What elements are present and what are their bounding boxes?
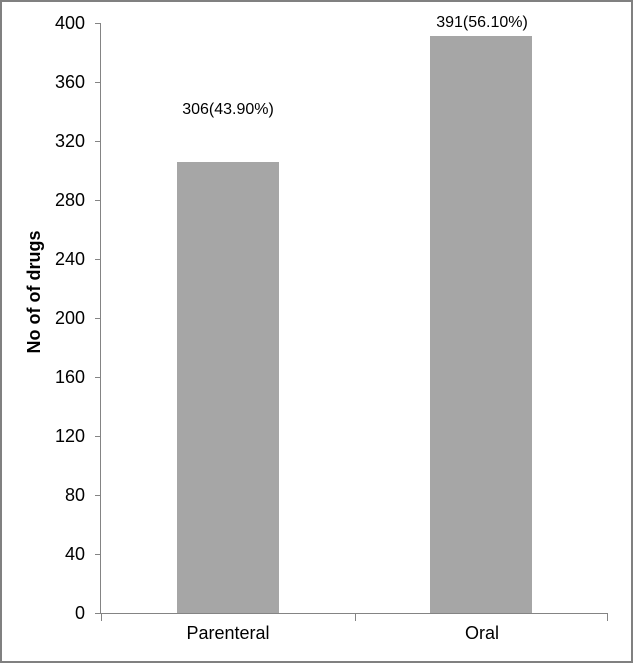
y-axis-tick-label: 120 xyxy=(54,426,85,446)
y-axis-tick xyxy=(95,495,101,496)
y-axis-tick-label: 280 xyxy=(54,190,85,210)
bar xyxy=(430,36,532,613)
y-axis-tick-label: 360 xyxy=(54,72,85,92)
plot-area xyxy=(54,13,608,643)
bar-data-label: 306(43.90%) xyxy=(182,101,274,118)
y-axis-tick-label: 160 xyxy=(54,367,85,387)
y-axis-tick xyxy=(95,259,101,260)
x-axis-tick xyxy=(101,613,102,621)
y-axis-tick-label: 240 xyxy=(54,249,85,269)
y-axis-tick-label: 320 xyxy=(54,131,85,151)
y-axis-tick xyxy=(95,141,101,142)
y-axis-tick xyxy=(95,554,101,555)
y-axis-tick xyxy=(95,318,101,319)
x-category-label: Oral xyxy=(464,623,499,643)
y-axis-title: No of of drugs xyxy=(24,230,44,354)
y-axis-tick xyxy=(95,23,101,24)
y-axis-tick xyxy=(95,436,101,437)
bar xyxy=(177,162,279,613)
y-axis-tick-label: 200 xyxy=(54,308,85,328)
y-axis-tick-label: 80 xyxy=(64,485,85,505)
y-axis-tick xyxy=(95,200,101,201)
x-category-label: Parenteral xyxy=(186,623,270,643)
y-axis-tick-label: 400 xyxy=(54,13,85,33)
y-axis-tick xyxy=(95,82,101,83)
y-axis-tick xyxy=(95,377,101,378)
y-axis-tick-label: 40 xyxy=(64,544,85,564)
x-axis-tick xyxy=(607,613,608,621)
y-axis-tick-label: 0 xyxy=(74,603,85,623)
bar-data-label: 391(56.10%) xyxy=(436,14,528,31)
x-axis-tick xyxy=(355,613,356,621)
